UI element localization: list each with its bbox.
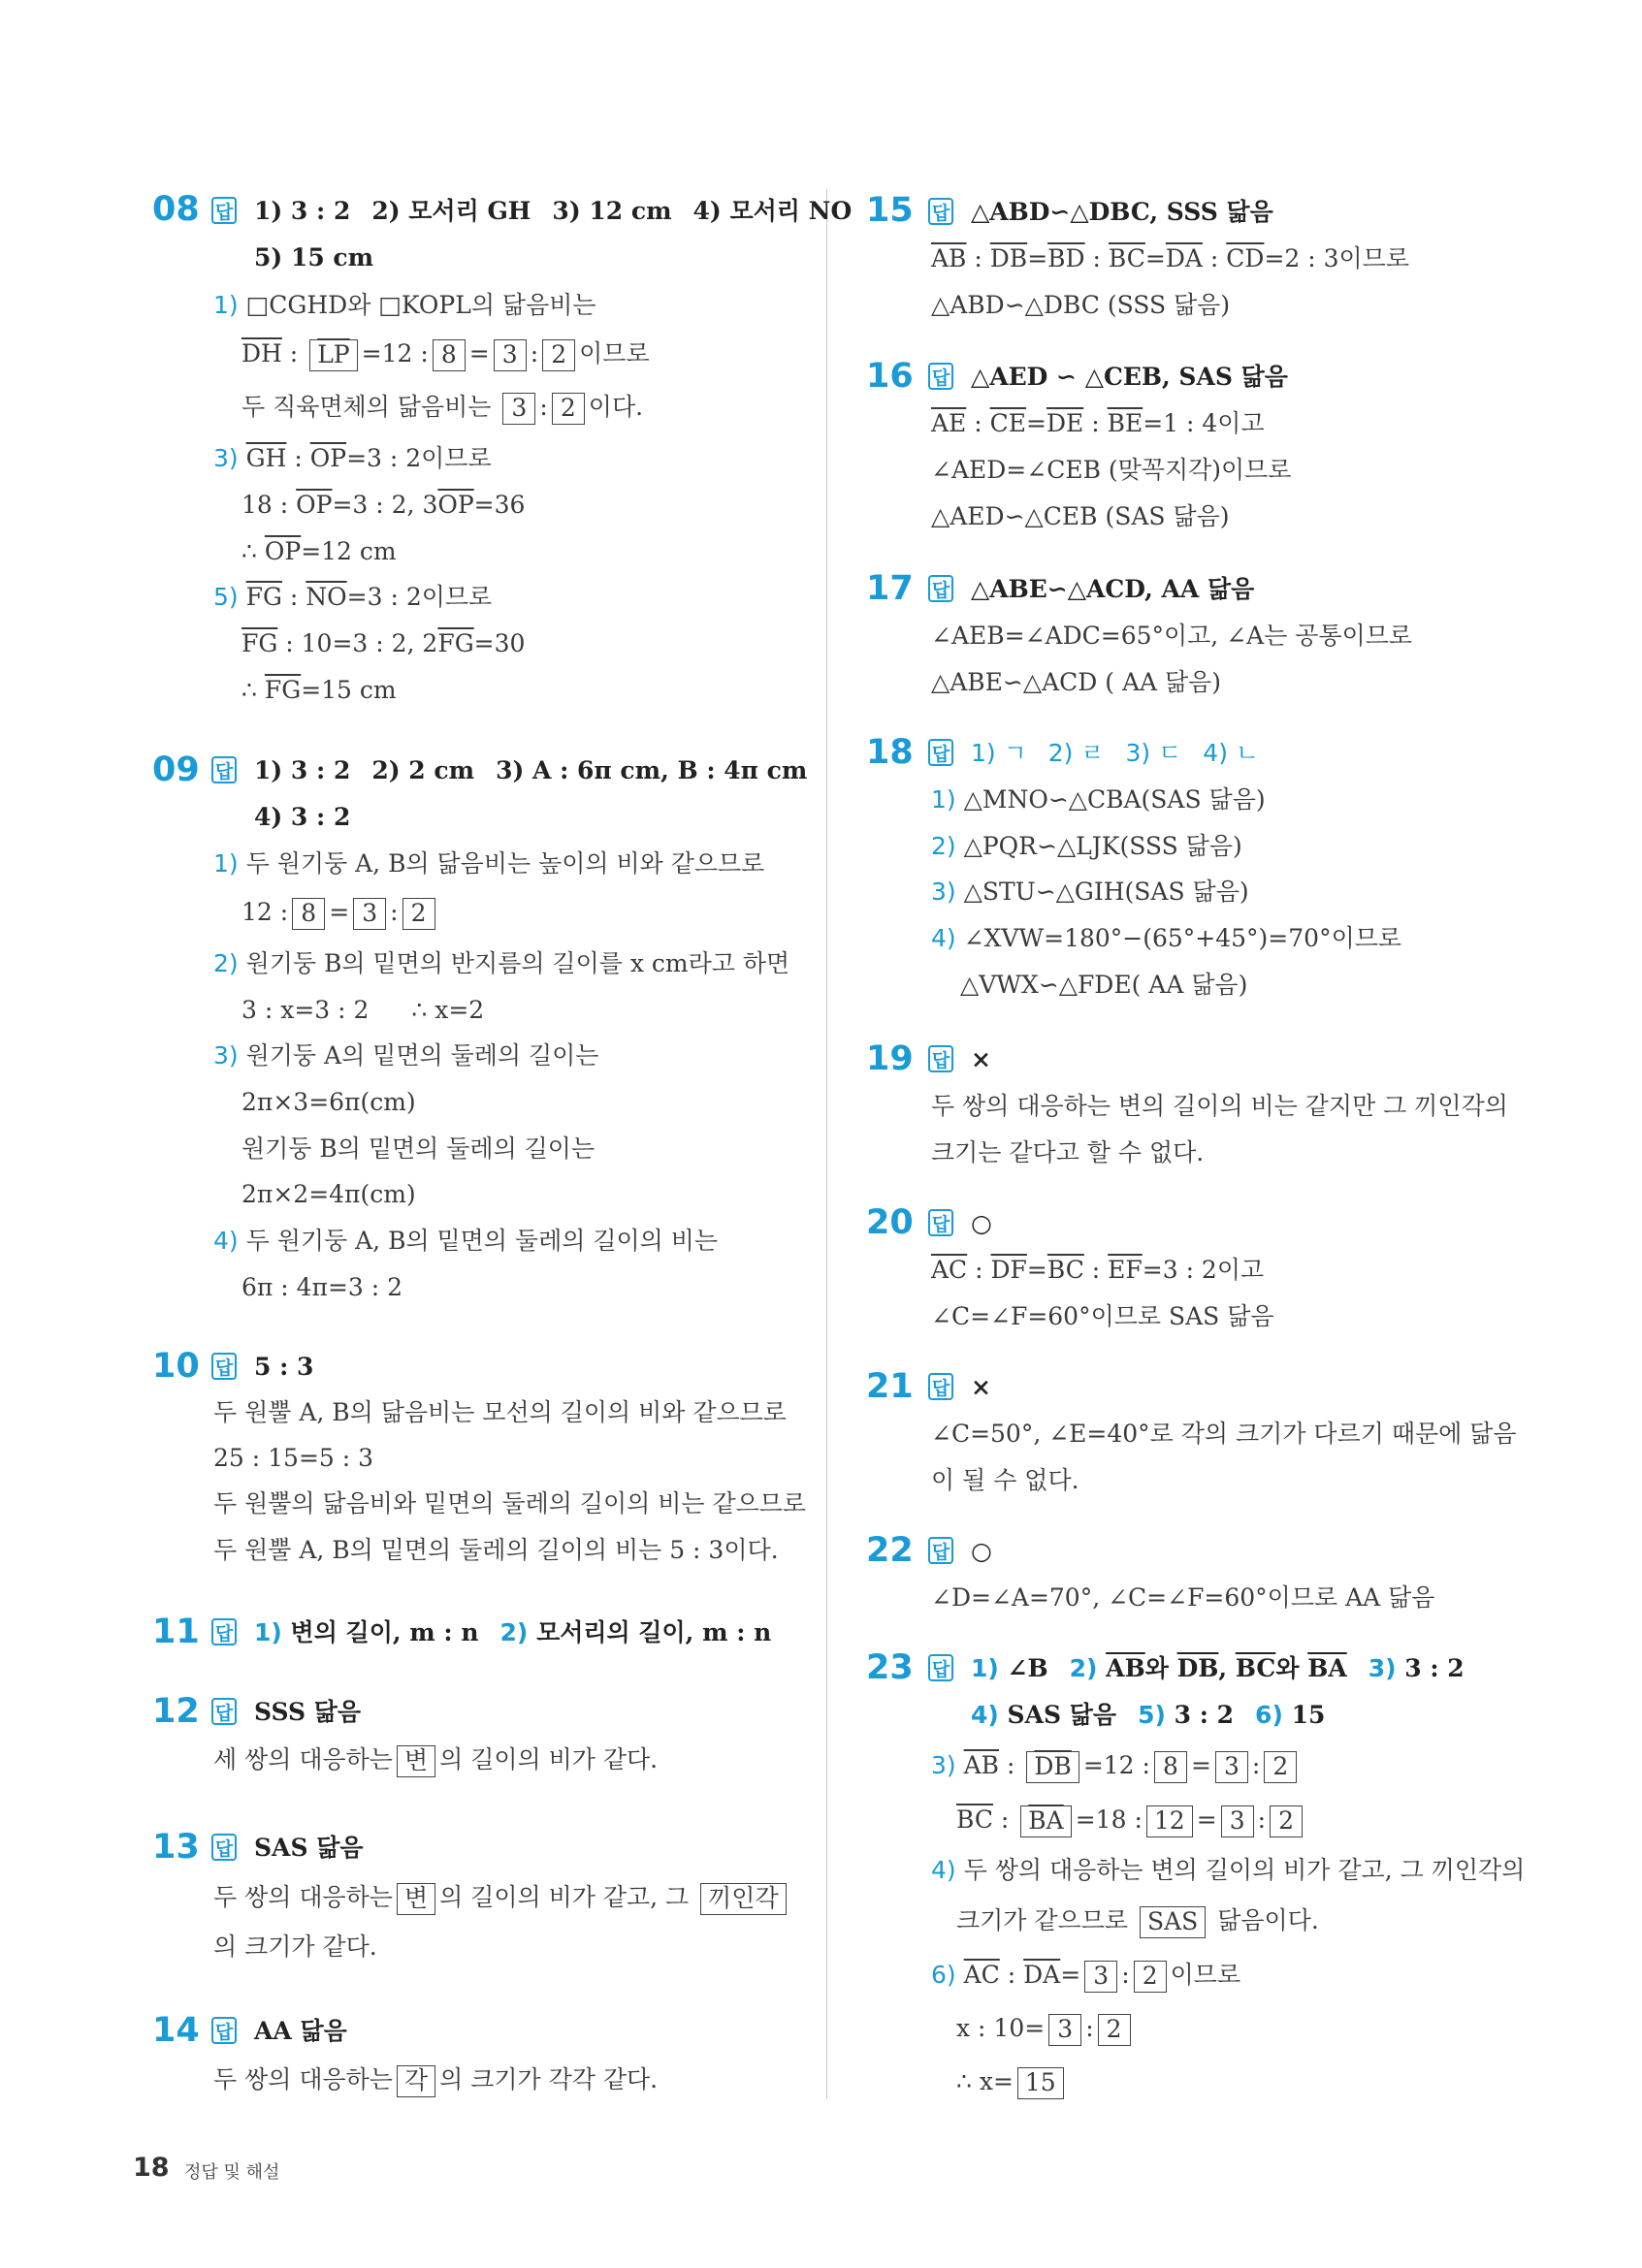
answer-line: × <box>971 1045 991 1073</box>
solution-line: $\overline{BC}$ : $\overline{BA} =18$ : 12 = 3 : 2 <box>956 1805 1306 1837</box>
answer-badge: 답 <box>928 1537 953 1564</box>
question-number: 08 <box>152 190 200 229</box>
answer-line: 4) SAS 닮음 5) 3 : 2 6) 15 <box>971 1701 1326 1729</box>
answer-line: 1) ∠B 2) $\overline{AB}$와 $\overline{DB}$, $\overline{BC}$와 $\overline{BA}$ 3) 3 : 2 <box>971 1654 1465 1682</box>
solution-line: 3) 원기둥 A의 밑면의 둘레의 길이는 <box>213 1041 599 1070</box>
answer-badge: 답 <box>211 1698 237 1725</box>
solution-line: 2π×2=4π(cm) <box>241 1180 416 1208</box>
solution-line: 두 원뿔 A, B의 밑면의 둘레의 길이의 비는 5 : 3이다. <box>213 1536 779 1564</box>
question-number: 20 <box>866 1203 914 1242</box>
solution-line: 1) □CGHD와 □KOPL의 닮음비는 <box>213 291 596 319</box>
solution-line: 3 : x=3 : 2 ∴ x=2 <box>241 996 485 1024</box>
solution-line: 3) △STU∽△GIH(SAS 닮음) <box>931 878 1249 906</box>
solution-line: ∠D=∠A=70°, ∠C=∠F=60°이므로 AA 닮음 <box>931 1583 1435 1612</box>
solution-line: 5) $\overline{FG}$ : $\overline{NO}=3$ : 2이므로 <box>213 583 493 611</box>
answer-line: ○ <box>971 1209 992 1237</box>
answer-line: △AED ∽ △CEB, SAS 닮음 <box>971 363 1288 391</box>
answer-line: 1) 변의 길이, m : n 2) 모서리의 길이, m : n <box>254 1618 772 1646</box>
question-number: 16 <box>866 357 914 396</box>
answer-line: △ABD∽△DBC, SSS 닮음 <box>971 198 1273 226</box>
solution-line: 3) $\overline{AB}$ : $\overline{DB} =12$ : 8 = 3 : 2 <box>931 1751 1301 1783</box>
answer-line: 5) 15 cm <box>254 243 374 272</box>
answer-line: 1) 3 : 2 2) 모서리 GH 3) 12 cm 4) 모서리 NO <box>254 197 853 225</box>
answer-badge: 답 <box>211 1834 237 1861</box>
solution-line: 2) △PQR∽△LJK(SSS 닮음) <box>931 832 1242 860</box>
solution-line: 크기는 같다고 할 수 없다. <box>931 1138 1205 1166</box>
solution-line: 원기둥 B의 밑면의 둘레의 길이는 <box>241 1134 596 1163</box>
solution-line: ∠C=∠F=60°이므로 SAS 닮음 <box>931 1302 1274 1330</box>
solution-line: 6π : 4π=3 : 2 <box>241 1273 403 1301</box>
solution-line: 6) $\overline{AC}$ : $\overline{DA}= 3$ : 2 이므로 <box>931 1961 1240 1993</box>
answer-badge: 답 <box>211 1353 237 1380</box>
solution-line: 4) ∠XVW=180°−(65°+45°)=70°이므로 <box>931 924 1402 952</box>
answer-line: 5 : 3 <box>254 1353 314 1381</box>
solution-line: ∴ $\overline{FG}=15$ cm <box>241 676 397 704</box>
solution-line: 두 쌍의 대응하는 변의 길이의 비는 같지만 그 끼인각의 <box>931 1092 1508 1120</box>
question-number: 17 <box>866 569 914 608</box>
footer-label: 정답 및 해설 <box>184 2162 280 2183</box>
answer-line: SAS 닮음 <box>254 1834 364 1862</box>
solution-line: 세 쌍의 대응하는 변 의 길이의 비가 같다. <box>213 1745 658 1777</box>
question-number: 15 <box>866 191 914 230</box>
question-number: 11 <box>152 1613 200 1651</box>
answer-badge: 답 <box>928 198 953 225</box>
solution-line: 2) 원기둥 B의 밑면의 반지름의 길이를 x cm라고 하면 <box>213 949 790 977</box>
question-number: 09 <box>152 751 200 789</box>
answer-badge: 답 <box>928 575 953 602</box>
solution-line: $\overline{AC}$ : $\overline{DF}=\overline{BC}$ : $\overline{EF}=3$ : 2이고 <box>931 1256 1265 1284</box>
answer-line: 1) 3 : 2 2) 2 cm 3) A : 6π cm, B : 4π cm <box>254 756 808 784</box>
solution-line: 크기가 같으므로 SAS 닮음이다. <box>956 1906 1319 1938</box>
solution-line: △ABD∽△DBC (SSS 닮음) <box>931 291 1231 319</box>
answer-line: AA 닮음 <box>254 2017 347 2045</box>
solution-line: 4) 두 원기둥 A, B의 밑면의 둘레의 길이의 비는 <box>213 1227 719 1255</box>
question-number: 21 <box>866 1367 914 1406</box>
answer-line: ○ <box>971 1537 992 1565</box>
answer-badge: 답 <box>211 756 237 783</box>
solution-line: $\overline{DH}$ : $\overline{LP} =12$ : 8 = 3 : 2 이므로 <box>241 339 650 371</box>
solution-line: ∴ $\overline{OP}=12$ cm <box>241 537 397 565</box>
question-number: 19 <box>866 1039 914 1078</box>
answer-line: 4) 3 : 2 <box>254 803 351 831</box>
solution-line: △ABE∽△ACD ( AA 닮음) <box>931 668 1222 696</box>
answer-badge: 답 <box>211 197 237 224</box>
answer-badge: 답 <box>928 1209 953 1236</box>
solution-line: △VWX∽△FDE( AA 닮음) <box>960 971 1248 999</box>
solution-line: 2π×3=6π(cm) <box>241 1088 416 1116</box>
answer-line: × <box>971 1373 991 1401</box>
answer-badge: 답 <box>928 1045 953 1072</box>
answer-badge: 답 <box>928 739 953 766</box>
solution-line: 두 직육면체의 닮음비는 3 : 2 이다. <box>241 393 643 425</box>
solution-line: x : 10= 3 : 2 <box>956 2014 1135 2046</box>
solution-line: 4) 두 쌍의 대응하는 변의 길이의 비가 같고, 그 끼인각의 <box>931 1856 1526 1884</box>
question-number: 18 <box>866 733 914 772</box>
question-number: 23 <box>866 1648 914 1687</box>
answer-line: 1) ㄱ 2) ㄹ 3) ㄷ 4) ㄴ <box>971 739 1260 767</box>
solution-line: $\overline{AE}$ : $\overline{CE}=\overline{DE}$ : $\overline{BE}=1$ : 4이고 <box>931 409 1265 437</box>
solution-line: $\overline{FG}$ : 10=3 : 2, $2\overline{FG}=30$ <box>241 629 526 657</box>
answer-line: △ABE∽△ACD, AA 닮음 <box>971 575 1255 603</box>
solution-line: 의 크기가 같다. <box>213 1933 377 1961</box>
solution-line: 18 : $\overline{OP}=3$ : 2, $3\overline{OP}=36$ <box>241 491 526 519</box>
answer-badge: 답 <box>211 1618 237 1645</box>
solution-line: ∠C=50°, ∠E=40°로 각의 크기가 다르기 때문에 닮음 <box>931 1420 1517 1448</box>
solution-line: 두 원뿔 A, B의 닮음비는 모선의 길이의 비와 같으므로 <box>213 1398 787 1426</box>
solution-line: ∠AEB=∠ADC=65°이고, ∠A는 공통이므로 <box>931 622 1413 650</box>
question-number: 12 <box>152 1692 200 1731</box>
solution-line: 1) 두 원기둥 A, B의 닮음비는 높이의 비와 같으므로 <box>213 849 765 878</box>
solution-line: 1) △MNO∽△CBA(SAS 닮음) <box>931 785 1266 814</box>
solution-line: 두 원뿔의 닮음비와 밑면의 둘레의 길이의 비는 같으므로 <box>213 1489 807 1517</box>
answer-badge: 답 <box>928 363 953 390</box>
solution-line: 3) $\overline{GH}$ : $\overline{OP}=3$ : 2이므로 <box>213 444 492 472</box>
answer-badge: 답 <box>928 1654 953 1681</box>
solution-line: 이 될 수 없다. <box>931 1466 1079 1494</box>
question-number: 10 <box>152 1347 200 1386</box>
solution-line: 12 : 8 = 3 : 2 <box>241 898 439 930</box>
solution-line: ∴ x= 15 <box>956 2067 1068 2099</box>
solution-line: △AED∽△CEB (SAS 닮음) <box>931 502 1230 530</box>
solution-line: ∠AED=∠CEB (맞꼭지각)이므로 <box>931 456 1292 484</box>
solution-line: 두 쌍의 대응하는 변 의 길이의 비가 같고, 그 끼인각 <box>213 1883 790 1915</box>
solution-line: $\overline{AB}$ : $\overline{DB}=\overline{BD}$ : $\overline{BC}=\overline{DA}$ : $\overline{CD}=2$ : 3이므로 <box>931 244 1409 272</box>
question-number: 22 <box>866 1531 914 1570</box>
solution-line: 25 : 15=5 : 3 <box>213 1444 374 1472</box>
answer-badge: 답 <box>211 2017 237 2044</box>
answer-line: SSS 닮음 <box>254 1698 362 1726</box>
question-number: 13 <box>152 1828 200 1867</box>
page-number: 18 <box>133 2153 170 2183</box>
question-number: 14 <box>152 2011 200 2050</box>
column-divider <box>826 189 827 2099</box>
answer-badge: 답 <box>928 1373 953 1400</box>
solution-line: 두 쌍의 대응하는 각 의 크기가 각각 같다. <box>213 2065 658 2097</box>
